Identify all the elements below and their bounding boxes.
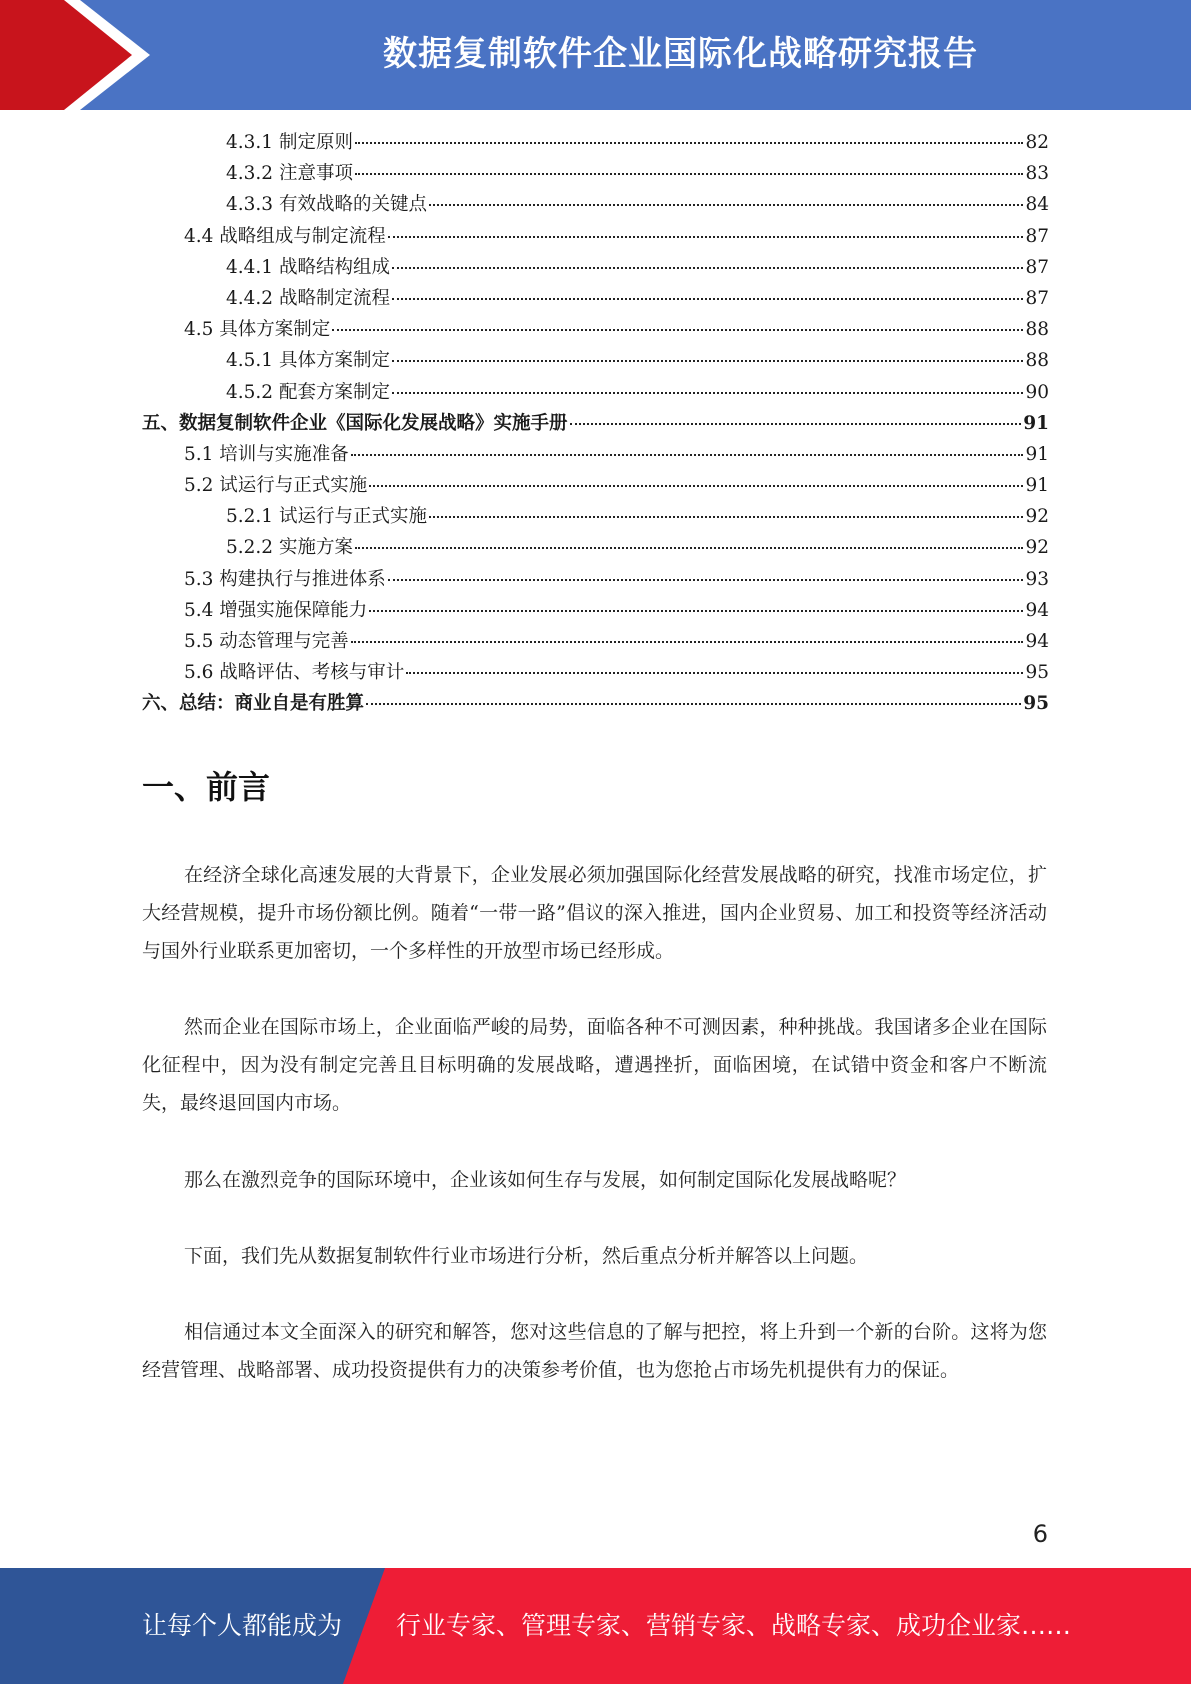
- toc-entry-title: 4.3.3 有效战略的关键点: [226, 194, 427, 216]
- toc-entry[interactable]: [142, 190, 1049, 221]
- section-heading: 一、前言: [142, 768, 271, 806]
- toc-entry-page: 94: [1025, 631, 1049, 652]
- toc-dot-leader: [369, 610, 1023, 612]
- toc-entry[interactable]: [142, 128, 1049, 159]
- toc-dot-leader: [429, 204, 1023, 206]
- footer-slogan-right: 行业专家、管理专家、营销专家、战略专家、成功企业家……: [396, 1611, 1072, 1640]
- toc-entry[interactable]: [142, 222, 1049, 253]
- toc-entry-page: 87: [1025, 256, 1049, 278]
- toc-entry-title: 六、总结：商业自是有胜算: [142, 693, 365, 715]
- toc-dot-leader: [355, 173, 1024, 175]
- toc-entry-title: 5.2.1 试运行与正式实施: [226, 506, 427, 528]
- toc-entry-page: 84: [1025, 194, 1049, 216]
- toc-entry-page: 91: [1025, 475, 1049, 497]
- toc-dot-leader: [392, 360, 1023, 362]
- toc-entry-title: 4.5.2 配套方案制定: [226, 381, 390, 403]
- toc-entry-page: 83: [1025, 163, 1049, 185]
- toc-entry-title: 5.3 构建执行与推进体系: [184, 568, 386, 590]
- toc-entry-title: 4.3.2 注意事项: [226, 163, 353, 185]
- toc-entry-title: 五、数据复制软件企业《国际化发展战略》实施手册: [142, 412, 568, 434]
- toc-entry-title: 5.5 动态管理与完善: [184, 631, 349, 652]
- toc-dot-leader: [570, 423, 1022, 425]
- paragraph: 那么在激烈竞争的国际环境中，企业该如何生存与发展，如何制定国际化发展战略呢？: [184, 1169, 907, 1191]
- toc-entry-page: 88: [1025, 350, 1049, 372]
- toc-entry-title: 4.3.1 制定原则: [226, 132, 353, 153]
- toc-entry-page: 82: [1025, 132, 1049, 153]
- toc-entry-page: 92: [1025, 537, 1049, 559]
- toc-entry[interactable]: [142, 658, 1049, 689]
- toc-entry[interactable]: [142, 596, 1049, 627]
- toc-dot-leader: [406, 672, 1023, 674]
- toc-entry-page: 87: [1025, 225, 1049, 247]
- toc-entry-title: 4.5 具体方案制定: [184, 319, 331, 341]
- paragraph: 然而企业在国际市场上，企业面临严峻的局势，面临各种不可测因素，种种挑战。我国诸多企业在国际化征程中，因为没有制定完善且目标明确的发展战略，遭遇挫折，面临困境，在试错中资金和客户不断流失，最终退回国内市场。: [142, 1016, 1047, 1114]
- toc-entry[interactable]: [142, 409, 1049, 440]
- toc-dot-leader: [366, 703, 1021, 705]
- toc-dot-leader: [392, 392, 1023, 394]
- toc-entry[interactable]: [142, 627, 1049, 658]
- toc-entry-page: 90: [1025, 381, 1049, 403]
- paragraph: 相信通过本文全面深入的研究和解答，您对这些信息的了解与把控，将上升到一个新的台阶。这将为您经营管理、战略部署、成功投资提供有力的决策参考价值，也为您抢占市场先机提供有力的保证。: [142, 1321, 1047, 1381]
- toc-entry[interactable]: [142, 253, 1049, 284]
- toc-entry-title: 5.2 试运行与正式实施: [184, 475, 368, 497]
- toc-entry-page: 91: [1025, 443, 1049, 465]
- toc-entry-title: 5.6 战略评估、考核与审计: [184, 662, 405, 684]
- toc-entry-page: 87: [1025, 287, 1049, 309]
- toc-entry-title: 5.1 培训与实施准备: [184, 443, 349, 465]
- toc-dot-leader: [355, 142, 1024, 144]
- toc-entry-title: 5.4 增强实施保障能力: [184, 599, 368, 621]
- toc-entry[interactable]: [142, 159, 1049, 190]
- toc-entry[interactable]: [142, 565, 1049, 596]
- page-number: 6: [1032, 1520, 1048, 1548]
- toc-entry[interactable]: [142, 440, 1049, 471]
- toc-entry[interactable]: [142, 346, 1049, 377]
- toc-entry[interactable]: [142, 378, 1049, 409]
- toc-dot-leader: [351, 454, 1024, 456]
- header-banner: [0, 0, 1191, 110]
- toc-entry-title: 4.4.1 战略结构组成: [226, 256, 390, 278]
- toc-entry[interactable]: [142, 502, 1049, 533]
- toc-entry[interactable]: [142, 284, 1049, 315]
- toc-dot-leader: [392, 298, 1023, 300]
- toc-dot-leader: [388, 579, 1024, 581]
- toc-entry-title: 4.5.1 具体方案制定: [226, 350, 390, 372]
- toc-dot-leader: [429, 516, 1023, 518]
- paragraph: 在经济全球化高速发展的大背景下，企业发展必须加强国际化经营发展战略的研究，找准市场定位，扩大经营规模，提升市场份额比例。随着“一带一路”倡议的深入推进，国内企业贸易、加工和投资等经济活动与国外行业联系更加密切，一个多样性的开放型市场已经形成。: [142, 864, 1047, 962]
- report-title: 数据复制软件企业国际化战略研究报告: [383, 34, 978, 74]
- toc-entry-page: 91: [1023, 412, 1049, 434]
- toc-entry-title: 4.4 战略组成与制定流程: [184, 225, 386, 247]
- toc-entry-page: 93: [1025, 568, 1049, 590]
- paragraph: 下面，我们先从数据复制软件行业市场进行分析，然后重点分析并解答以上问题。: [184, 1245, 869, 1267]
- toc-entry-title: 5.2.2 实施方案: [226, 537, 353, 559]
- toc-dot-leader: [332, 329, 1023, 331]
- toc-dot-leader: [351, 641, 1024, 643]
- toc-entry-page: 88: [1025, 319, 1049, 341]
- toc-entry[interactable]: [142, 533, 1049, 564]
- toc-entry-title: 4.4.2 战略制定流程: [226, 287, 390, 309]
- toc-dot-leader: [388, 236, 1024, 238]
- toc-entry[interactable]: [142, 689, 1049, 720]
- footer-slogan-left: 让每个人都能成为: [142, 1611, 343, 1640]
- toc-dot-leader: [392, 267, 1023, 269]
- toc-entry-page: 95: [1025, 662, 1049, 684]
- toc-dot-leader: [369, 485, 1023, 487]
- toc-entry-page: 94: [1025, 599, 1049, 621]
- toc-entry-page: 92: [1025, 506, 1049, 528]
- toc-entry-page: 95: [1023, 693, 1049, 715]
- toc-entry[interactable]: [142, 471, 1049, 502]
- toc-entry[interactable]: [142, 315, 1049, 346]
- table-of-contents: [142, 128, 1049, 721]
- footer-banner: [0, 1568, 1191, 1684]
- toc-dot-leader: [355, 547, 1024, 549]
